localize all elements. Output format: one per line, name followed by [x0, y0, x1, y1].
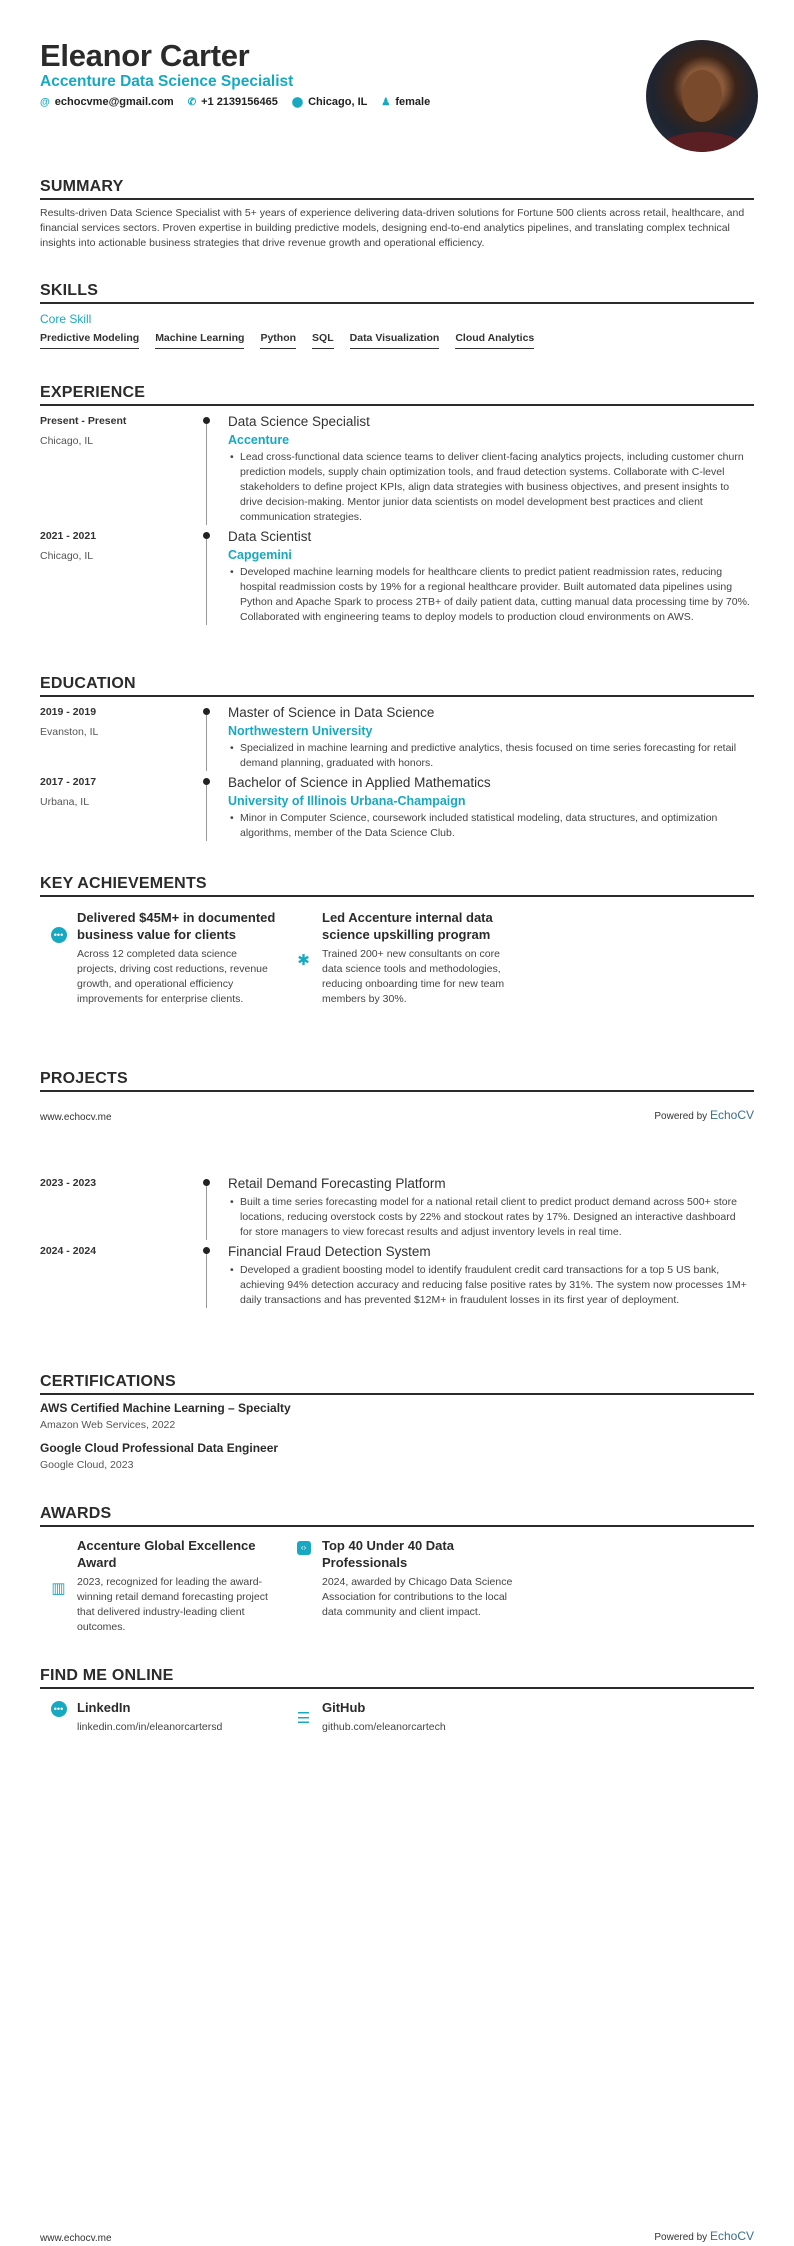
footer-powered	[654, 1108, 754, 1122]
phone-icon: ✆	[187, 96, 197, 108]
menu-lines-icon: ☰	[296, 1710, 311, 1727]
gender: female	[395, 96, 431, 108]
entry-bullet: Developed machine learning models for healthcare clients to predict patient readmission rates, reducing hospital readmission costs by 19% for a regional healthcare provider. Built automated data pipelines using Python and Apache Spark to process 2TB+ of daily patient data, cutting manual data processing time by 70%. Collaborated with engineering teams to deploy models to production cloud environments on AWS.	[240, 566, 750, 623]
chat-dots-icon: •••	[51, 927, 67, 943]
entry-school: University of Illinois Urbana-Champaign	[228, 794, 466, 808]
achievement-title: Led Accenture internal data science upskilling program	[322, 910, 493, 942]
section-heading: AWARDS	[40, 1505, 754, 1527]
powered-by-label: Powered by	[654, 1111, 708, 1122]
entry-bullet: Built a time series forecasting model for a national retail client to predict product demand across 500+ store locations, reducing overstock costs by 22% and stockout rates by 17%. Designed an interactive dashboard for store managers to view forecast results and adjust inventory levels in real time.	[240, 1196, 737, 1238]
brand-logo: EchoCV	[709, 2229, 754, 2243]
experience-section	[40, 384, 754, 625]
entry-date: Present - Present	[40, 415, 127, 427]
candidate-title: Accenture Data Science Specialist	[40, 73, 294, 90]
entry-org: Accenture	[228, 433, 290, 447]
section-heading: SUMMARY	[40, 178, 754, 200]
footer-site[interactable]: www.echocv.me	[40, 1112, 112, 1123]
chat-bubble-icon: •••	[51, 1701, 67, 1717]
skill-tag: Data Visualization	[350, 332, 440, 349]
online-item[interactable]	[40, 1699, 285, 1735]
candidate-name: Eleanor Carter	[40, 38, 250, 73]
projects-list	[40, 1170, 754, 1308]
contact-row	[40, 96, 430, 108]
achievements-section	[40, 875, 754, 1007]
code-icon: ‹›	[297, 1541, 311, 1555]
achievement-item	[40, 909, 285, 1007]
achievement-text: Trained 200+ new consultants on core data science tools and methodologies, reducing onboarding time for new team members by 30%.	[322, 948, 505, 1005]
experience-entry: Present - Present Chicago, IL Data Science Specialist Accenture • Lead cross-functional data science teams to deliver client-facing analytics projects, including customer churn prediction models, supply chain optimization tools, and fraud detection systems. Collaborate with C-level stakeholders to define project KPIs, align data strategies with business objectives, and present insights to drive decision-making. Mentor junior data scientists on model development best practices and client communication strategies.	[40, 414, 754, 525]
online-section	[40, 1667, 754, 1735]
timeline-dot	[203, 417, 210, 424]
cert-issuer: Amazon Web Services, 2022	[40, 1419, 176, 1431]
profile-photo	[646, 40, 758, 152]
cert-issuer: Google Cloud, 2023	[40, 1459, 134, 1471]
award-item	[40, 1537, 285, 1635]
email[interactable]: echocvme@gmail.com	[54, 96, 174, 108]
entry-location: Chicago, IL	[40, 550, 94, 562]
section-heading: PROJECTS	[40, 1070, 754, 1092]
timeline-dot	[203, 778, 210, 785]
achievement-item	[285, 909, 530, 1007]
entry-bullet: Specialized in machine learning and predictive analytics, thesis focused on time series forecasting for retail demand planning, graduated with honors.	[240, 742, 737, 769]
entry-degree: Master of Science in Data Science	[228, 705, 435, 720]
section-heading: CERTIFICATIONS	[40, 1373, 754, 1395]
location-pin-icon: ⬤	[291, 96, 304, 108]
certifications-section	[40, 1373, 754, 1471]
award-item	[285, 1537, 530, 1635]
section-heading: FIND ME ONLINE	[40, 1667, 754, 1689]
online-link[interactable]: github.com/eleanorcartech	[322, 1721, 446, 1733]
entry-date: 2021 - 2021	[40, 530, 97, 542]
online-item[interactable]	[285, 1699, 530, 1735]
online-title: GitHub	[322, 1700, 366, 1715]
education-entry: 2019 - 2019 Evanston, IL Master of Science in Data Science Northwestern University • Specialized in machine learning and predictive analytics, thesis focused on time series forecasting for retail demand planning, graduated with honors.	[40, 705, 754, 771]
skill-tag: Cloud Analytics	[455, 332, 534, 349]
entry-school: Northwestern University	[228, 724, 373, 738]
entry-role: Data Scientist	[228, 529, 312, 544]
footer-powered	[654, 2229, 754, 2243]
location: Chicago, IL	[308, 96, 368, 108]
brand-logo: EchoCV	[709, 1108, 754, 1122]
achievement-text: Across 12 completed data science projects, driving cost reductions, revenue growth, and operational efficiency improvements for enterprise clients.	[77, 948, 268, 1005]
timeline-dot	[203, 1179, 210, 1186]
entry-location: Chicago, IL	[40, 435, 94, 447]
skill-tag: Predictive Modeling	[40, 332, 139, 349]
entry-degree: Bachelor of Science in Applied Mathematics	[228, 775, 491, 790]
section-heading: EXPERIENCE	[40, 384, 754, 406]
summary-text: Results-driven Data Science Specialist with 5+ years of experience delivering data-driven solutions for Fortune 500 clients across retail, healthcare, and financial services sectors. Proven expertise in building predictive models, designing end-to-end analytics pipelines, and translating complex technical insights into actionable business strategies that drive revenue growth and operational efficiency.	[40, 207, 745, 249]
entry-location: Evanston, IL	[40, 726, 99, 738]
award-title: Top 40 Under 40 Data Professionals	[322, 1538, 454, 1570]
timeline-dot	[203, 708, 210, 715]
cert-title: Google Cloud Professional Data Engineer	[40, 1441, 279, 1455]
entry-date: 2019 - 2019	[40, 706, 97, 718]
entry-bullet: Minor in Computer Science, coursework included statistical modeling, data structures, and optimization algorithms, member of the Data Science Club.	[240, 812, 718, 839]
project-title: Retail Demand Forecasting Platform	[228, 1176, 446, 1191]
skill-tag: Machine Learning	[155, 332, 244, 349]
online-link[interactable]: linkedin.com/in/eleanorcartersd	[77, 1721, 223, 1733]
entry-date: 2024 - 2024	[40, 1245, 97, 1257]
person-icon: ♟	[381, 96, 391, 108]
entry-org: Capgemini	[228, 548, 292, 562]
section-heading: KEY ACHIEVEMENTS	[40, 875, 754, 897]
powered-by-label: Powered by	[654, 2232, 708, 2243]
education-section	[40, 675, 754, 841]
summary-section	[40, 178, 754, 251]
cert-title: AWS Certified Machine Learning – Specialty	[40, 1401, 291, 1415]
entry-bullet: Lead cross-functional data science teams to deliver client-facing analytics projects, including customer churn prediction models, supply chain optimization tools, and fraud detection systems. Collaborate with C-level stakeholders to define project KPIs, align data strategies with business objectives, and present insights to drive decision-making. Mentor junior data scientists on model development best practices and client communication strategies.	[240, 451, 744, 523]
entry-date: 2017 - 2017	[40, 776, 97, 788]
entry-bullet: Developed a gradient boosting model to identify fraudulent credit card transactions for a top 5 US bank, achieving 94% detection accuracy and reducing false positive rates by 31%. The system now processes 1M+ daily transactions and has prevented $12M+ in fraudulent losses in its first year of deployment.	[240, 1264, 747, 1306]
award-title: Accenture Global Excellence Award	[77, 1538, 256, 1570]
online-title: LinkedIn	[77, 1700, 131, 1715]
project-entry: 2023 - 2023 Retail Demand Forecasting Platform • Built a time series forecasting model for a national retail client to predict product demand across 500+ store locations, reducing overstock costs by 22% and stockout rates by 17%. Designed an interactive dashboard for store managers to view forecast results and adjust inventory levels in real time.	[40, 1176, 754, 1240]
awards-section	[40, 1505, 754, 1635]
footer-site[interactable]: www.echocv.me	[40, 2233, 112, 2244]
section-heading: EDUCATION	[40, 675, 754, 697]
award-text: 2023, recognized for leading the award-winning retail demand forecasting project that delivered industry-leading client outcomes.	[77, 1576, 268, 1633]
bug-icon: ✱	[297, 952, 310, 969]
skill-group-label: Core Skill	[40, 312, 92, 326]
phone[interactable]: +1 2139156465	[201, 96, 278, 108]
skill-tag: SQL	[312, 332, 334, 349]
timeline-dot	[203, 1247, 210, 1254]
entry-location: Urbana, IL	[40, 796, 90, 808]
project-entry: 2024 - 2024 Financial Fraud Detection System • Developed a gradient boosting model to identify fraudulent credit card transactions for a top 5 US bank, achieving 94% detection accuracy and reducing false positive rates by 31%. The system now processes 1M+ daily transactions and has prevented $12M+ in fraudulent losses in its first year of deployment.	[40, 1244, 754, 1308]
entry-date: 2023 - 2023	[40, 1177, 97, 1189]
projects-section	[40, 1070, 754, 1092]
project-title: Financial Fraud Detection System	[228, 1244, 431, 1259]
education-entry: 2017 - 2017 Urbana, IL Bachelor of Science in Applied Mathematics University of Illinois Urbana-Champaign • Minor in Computer Science, coursework included statistical modeling, data structures, and optimization algorithms, member of the Data Science Club.	[40, 775, 754, 841]
skills-section	[40, 282, 754, 349]
entry-role: Data Science Specialist	[228, 414, 370, 429]
achievement-title: Delivered $45M+ in documented business value for clients	[77, 910, 276, 942]
skill-tag: Python	[260, 332, 296, 349]
timeline-dot	[203, 532, 210, 539]
experience-entry: 2021 - 2021 Chicago, IL Data Scientist Capgemini • Developed machine learning models for healthcare clients to predict patient readmission rates, reducing hospital readmission costs by 19% for a regional healthcare provider. Built automated data pipelines using Python and Apache Spark to process 2TB+ of daily patient data, cutting manual data processing time by 70%. Collaborated with engineering teams to deploy models to production cloud environments on AWS.	[40, 529, 754, 625]
section-heading: SKILLS	[40, 282, 754, 304]
at-icon: @	[40, 96, 50, 108]
award-text: 2024, awarded by Chicago Data Science Association for contributions to the local data community and client impact.	[322, 1576, 513, 1618]
building-icon: ▥	[51, 1580, 66, 1597]
